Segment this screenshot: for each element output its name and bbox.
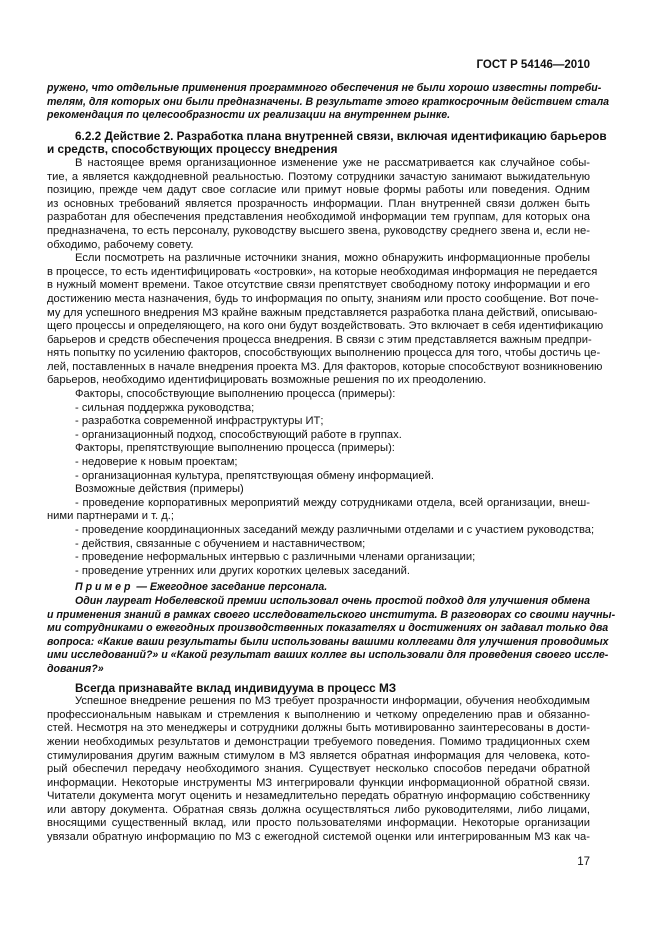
text-line: предназначена, то есть персоналу, руководству высшего звена, руководству среднего звена и, если не- xyxy=(47,224,590,237)
text-line: вопроса: «Какие ваши результаты были использованы вашими коллегами для улучшения проводимых xyxy=(47,635,609,648)
text-line: лей, поставленных в начале внедрения проекта МЗ. Для факторов, которые способствуют возникновению xyxy=(47,360,603,373)
text-line: или автору документа. Обратная связь должна осуществляться либо руководителями, либо лицами, xyxy=(47,803,590,816)
text-line: ними партнерами и т. д.; xyxy=(47,510,174,523)
text-line: - проведение неформальных интервью с различными членами организации; xyxy=(75,551,476,564)
text-line: 6.2.2 Действие 2. Разработка плана внутренней связи, включая идентификацию барьеров xyxy=(75,128,607,143)
section-heading xyxy=(47,128,607,157)
text-line: жении необходимых результатов и демонстрации требуемого поведения. Помимо традиционных схем xyxy=(47,735,590,748)
subheading: Всегда признавайте вклад индивидуума в процесс МЗ xyxy=(75,680,397,695)
text-line: тие, а является каждодневной реальностью. Поэтому сотрудники зачастую занимают выжидательную xyxy=(47,170,590,183)
text-line: - проведение утренних или других коротких целевых заседаний. xyxy=(75,564,410,577)
text-line: разработан для обеспечения представления необходимой информации тем группам, для которых она xyxy=(47,211,590,224)
text-line: - сильная поддержка руководства; xyxy=(75,401,255,414)
text-line: нять попытку по усилению факторов, способствующих выполнению процесса для того, чтобы достичь це- xyxy=(47,347,601,360)
text-line: вносящими существенный вклад, или просто пользователями информации. Некоторые организации xyxy=(47,817,590,830)
document-header: ГОСТ Р 54146—2010 xyxy=(476,59,590,71)
text-line: увязали обратную информацию по МЗ с ежегодной системой оценки или интегрированным МЗ как ча- xyxy=(47,831,590,844)
text-line: в процессе, то есть идентифицировать «островки», на которые необходимая информация не передается xyxy=(47,265,598,278)
text-line: и средств, способствующих процессу внедрения xyxy=(47,142,338,157)
text-line: барьеров и средств обеспечения процесса внедрения. В связи с этим представляется важным предпри- xyxy=(47,333,592,346)
intro-italic-paragraph xyxy=(47,82,610,123)
factor-lists xyxy=(47,388,590,497)
text-line: достижению места назначения, будь то информация по опыту, знаниям или просто сообщение. Вот поче- xyxy=(47,292,599,305)
text-line: позицию, прежде чем дадут свое согласие или примут новые формы работы или поведения. Одним xyxy=(47,184,590,197)
text-line: Один лауреат Нобелевской премии использовал очень простой подход для улучшения обмена xyxy=(75,594,590,607)
text-line: телям, для которых они были предназначены. В результате этого краткосрочным действием стала xyxy=(47,95,610,108)
text-line: информации. Некоторые инструменты МЗ интегрировали функции информационной обратной связи. xyxy=(47,776,590,789)
action-list xyxy=(47,524,595,578)
text-line: Возможные действия (примеры) xyxy=(75,483,244,496)
action-item xyxy=(47,497,590,524)
paragraph xyxy=(47,695,590,845)
text-line: рый обеспечил передачу необходимого знания. Существует несколько способов передачи обратной xyxy=(47,763,590,776)
text-line: ружено, что отдельные применения программного обеспечения не были хорошо известны потреби- xyxy=(47,82,602,94)
text-line: щего процессы и определяющего, на кого они будут воздействовать. Это включает в себя идентификацию xyxy=(47,320,604,333)
example-text xyxy=(47,594,616,677)
text-line: Читатели документа могут оценить и незамедлительно передать обратную информацию собственнику xyxy=(47,790,590,803)
text-line: дования?» xyxy=(47,662,104,675)
text-line: В настоящее время организационное изменение уже не рассматривается как случайное собы- xyxy=(75,156,590,169)
example-title: П р и м е р — Ежегодное заседание персонала. xyxy=(75,581,328,594)
text-line: барьеров, необходимо идентифицировать возможные решения по их преодолению. xyxy=(47,374,487,387)
text-line: - недоверие к новым проектам; xyxy=(75,456,238,469)
text-line: ими исследований?» и «Какой результат ваших коллег вы использовали для проведения своего иссле- xyxy=(47,649,609,662)
text-line: Факторы, способствующие выполнению процесса (примеры): xyxy=(75,388,396,401)
text-line: и применения знаний в рамках своего исследовательского института. В разговорах со своими научны- xyxy=(47,608,616,621)
text-line: - действия, связанные с обучением и наставничеством; xyxy=(75,537,366,550)
text-line: - разработка современной инфраструктуры ИТ; xyxy=(75,415,324,428)
page-number: 17 xyxy=(577,855,590,868)
text-line: - организационная культура, препятствующая обмену информацией. xyxy=(75,469,434,482)
text-line: Успешное внедрение решения по МЗ требует прозрачности информации, обучения необходимым xyxy=(75,695,590,708)
text-line: профессиональным навыкам и стремления к выполнению и четкому определению прав и обязанно- xyxy=(47,708,590,721)
paragraph xyxy=(47,157,590,252)
text-line: обходимо, рабочему совету. xyxy=(47,238,194,251)
text-line: - проведение корпоративных мероприятий между сотрудниками отдела, всей организации, внеш- xyxy=(75,496,590,509)
text-line: - проведение координационных заседаний между различными отделами и с участием руководства; xyxy=(75,524,595,536)
text-line: Если посмотреть на различные источники знания, можно обнаружить информационные пробелы xyxy=(75,252,590,265)
text-line: в нужный момент времени. Такое отсутствие связи препятствует свободному потоку информации и его xyxy=(47,279,590,292)
text-line: Факторы, препятствующие выполнению процесса (примеры): xyxy=(75,442,395,455)
text-line: рекомендация по целесообразности их реализации на внутреннем рынке. xyxy=(47,109,451,122)
text-line: му для успешного внедрения МЗ крайне важным представляется разработка плана действий, описываю- xyxy=(47,306,598,319)
text-line: ми сотрудниками о ежегодных производственных показателях и достижениях он задавал только два xyxy=(47,622,609,635)
text-line: стей. Несмотря на это менеджеры и сотрудники должны быть мотивированно заинтересованы в дости- xyxy=(47,722,590,735)
text-line: из основных требований является прозрачность информации. План внутренней связи должен быть xyxy=(47,197,590,210)
text-line: - организационный подход, способствующий работе в группах. xyxy=(75,428,402,441)
page-content xyxy=(47,82,616,869)
text-line: стимулирования другим важным стимулом в МЗ является обратная информация для человека, кото- xyxy=(47,749,590,762)
paragraph xyxy=(47,252,604,388)
